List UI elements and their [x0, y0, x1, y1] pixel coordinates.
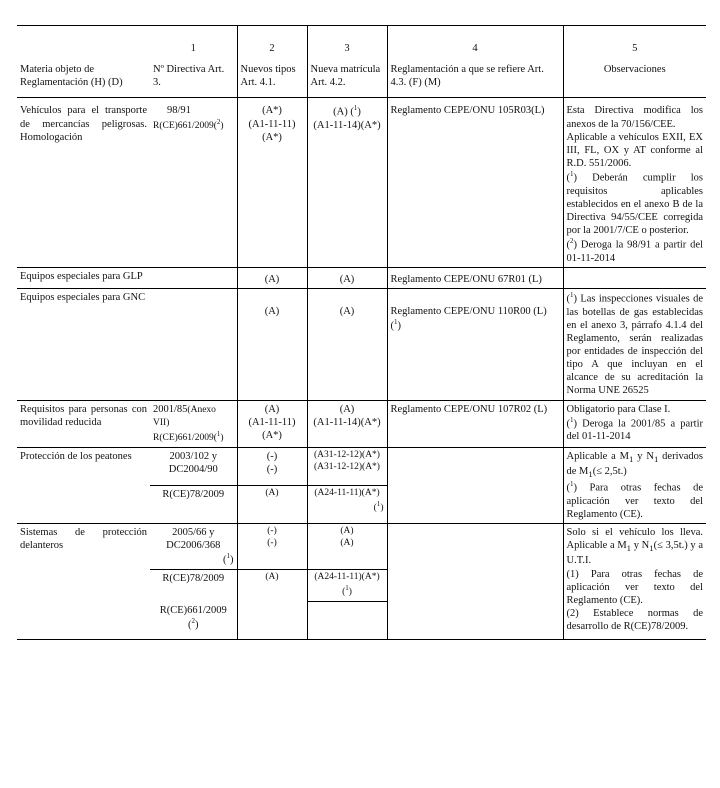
materia-cell: Sistemas de protección delanteros: [20, 527, 147, 552]
materia-cell: Vehículos para el transporte de mercancías peligrosas. Homologación: [20, 105, 147, 143]
nueva-matricula-cell: [307, 400, 387, 448]
nueva-matricula-cell: (A): [307, 267, 387, 288]
nm-line: (A): [340, 526, 354, 537]
obs-line: Aplicable a vehículos EXII, EX III, FL, OX y AT conforme al R.D. 551/2006.: [566, 131, 703, 169]
directiva-cell: [150, 602, 237, 640]
nt-line: (A*): [262, 105, 282, 117]
header-nuevos-tipos: Nuevos tipos Art. 4.1.: [237, 61, 307, 98]
reglamentacion-cell: [387, 524, 563, 640]
table-row-gnc: [17, 289, 706, 401]
nuevos-tipos-cell: [237, 400, 307, 448]
directiva-line: 98/91: [167, 105, 191, 117]
regulation-table: [17, 25, 706, 640]
obs-line: Esta Directiva modifica los anexos de la 70/156/CEE.: [566, 105, 703, 130]
col-number-2: 2: [237, 26, 307, 62]
nm-line: (A31-12-12)(A*): [314, 462, 380, 473]
nuevos-tipos-cell: [237, 98, 307, 268]
observaciones-cell: [563, 524, 706, 640]
observaciones-cell: ($^1$) Las inspecciones visuales de las botellas de gas establecidas en el anexo 3, párrafo 4.1.4 del Reglamento, serán realizadas por entidades de inspección del tipo A que incluyan en el alcance de su acreditación la Norma UNE 26525: [563, 289, 706, 401]
nm-line: (A1-11-14)(A*): [313, 120, 381, 131]
table-row-peatones: [17, 448, 706, 486]
directiva-line: 2001/85(Anexo VII): [153, 403, 216, 429]
obs-line: Solo si el vehículo los lleva. Aplicable a $M_1$ y $N_1(\le 3,5t.)$ y a U.T.I.: [566, 527, 703, 567]
nuevos-tipos-cell: (A): [237, 570, 307, 602]
table-row-glp: [17, 267, 706, 288]
nt-line: (A1-11-11)(A*): [248, 416, 296, 441]
obs-footnote: (2) Establece normas de desarrollo de R(CE)78/2009.: [566, 607, 703, 632]
obs-footnote: ($^1$) Deroga la 2001/85 a partir del 01-11-2014: [566, 415, 703, 443]
observaciones-cell: [563, 400, 706, 448]
header-reglamentacion: Reglamentación a que se refiere Art. 4.3. (F) (M): [387, 61, 563, 98]
directiva-cell: [150, 289, 237, 401]
col-number-4: 4: [387, 26, 563, 62]
header-nueva-matricula: Nueva matrícula Art. 4.2.: [307, 61, 387, 98]
obs-line: Aplicable a $M_1$ y $N_1$ derivados de $M_1(\le 2,5t.)$: [566, 451, 704, 480]
col-number-5: 5: [563, 26, 706, 62]
directiva-line: R(CE)661/2009: [159, 604, 227, 616]
nm-line: (A) ($^1$): [333, 104, 361, 118]
obs-footnote: ($^1$) Para otras fechas de aplicación ver texto del Reglamento (CE).: [566, 480, 703, 521]
reglamentacion-cell: Reglamento CEPE/ONU 107R02 (L): [387, 400, 563, 448]
directiva-cell: R(CE)78/2009: [150, 485, 237, 523]
directiva-line: 2003/102 y: [169, 451, 218, 463]
directiva-cell: [150, 98, 237, 268]
nueva-matricula-cell: [307, 570, 387, 602]
nm-line: (A): [340, 538, 354, 549]
nueva-matricula-cell: [307, 524, 387, 570]
nm-line: (A24-11-11)(A*): [314, 487, 380, 498]
obs-footnote: ($^1$) Deberán cumplir los requisitos aplicables establecidos en el anexo B de la Directiva 94/55/CEE corregida por la 2001/7/CE o posterior.: [566, 170, 703, 236]
directiva-cell: [150, 448, 237, 486]
reglamentacion-cell: Reglamento CEPE/ONU 67R01 (L): [387, 267, 563, 288]
directiva-line: R(CE)661/2009($^1$): [153, 430, 224, 444]
directiva-line: 2005/66 y: [172, 527, 215, 539]
nueva-matricula-cell: (A): [307, 289, 387, 401]
nm-line: (A): [339, 403, 355, 415]
nm-line: (A24-11-11)(A*): [314, 572, 380, 583]
nueva-matricula-cell: [307, 485, 387, 523]
header-row: [17, 61, 706, 98]
col-number-1: 1: [190, 43, 196, 54]
header-observaciones: Observaciones: [563, 61, 706, 98]
directiva-cell: [150, 524, 237, 570]
directiva-cell: [150, 267, 237, 288]
directiva-line: DC2006/368: [166, 540, 221, 552]
nuevos-tipos-cell: [237, 602, 307, 640]
reglamentacion-cell: Reglamento CEPE/ONU 110R00 (L) ($^1$): [387, 289, 563, 401]
nm-line: ($^1$): [373, 499, 384, 513]
table-row-vehiculos: [17, 98, 706, 268]
header-materia: Materia objeto de Reglamentación (H) (D): [20, 64, 123, 89]
nueva-matricula-cell: [307, 98, 387, 268]
observaciones-cell: [563, 98, 706, 268]
reglamentacion-cell: [387, 448, 563, 524]
nuevos-tipos-cell: (A): [237, 485, 307, 523]
directiva-line: R(CE)661/2009($^2$): [153, 117, 224, 131]
nuevos-tipos-cell: [237, 448, 307, 486]
nt-line: (-): [266, 451, 278, 463]
materia-cell: Protección de los peatones: [20, 451, 132, 463]
nueva-matricula-cell: [307, 602, 387, 640]
col-number-3: 3: [307, 26, 387, 62]
nt-line: (-): [266, 464, 278, 476]
column-number-row: [17, 26, 706, 62]
materia-cell: Equipos especiales para GNC: [20, 292, 146, 303]
header-directiva: Nº Directiva Art. 3.: [153, 64, 225, 89]
nm-line: ($^1$): [342, 583, 352, 598]
observaciones-cell: [563, 448, 706, 524]
directiva-line: ($^1$): [223, 552, 234, 566]
reglamentacion-cell: Reglamento CEPE/ONU 105R03(L): [387, 98, 563, 268]
directiva-cell: R(CE)78/2009: [150, 570, 237, 602]
observaciones-cell: [563, 267, 706, 288]
nuevos-tipos-cell: (A): [237, 267, 307, 288]
directiva-cell: [150, 400, 237, 448]
table-row-movilidad: [17, 400, 706, 448]
table-row-delanteros: [17, 524, 706, 570]
obs-footnote: (1) Para otras fechas de aplicación ver texto del Reglamento (CE).: [566, 568, 703, 606]
materia-cell: Requisitos para personas con movilidad reducida: [20, 403, 147, 428]
obs-footnote: ($^2$) Deroga la 98/91 a partir del 01-11-2014: [566, 237, 703, 264]
directiva-line: ($^2$): [188, 616, 199, 631]
nuevos-tipos-cell: (A): [237, 289, 307, 401]
obs-line: Obligatorio para Clase I.: [566, 403, 671, 415]
nt-line: (-): [267, 526, 277, 537]
nueva-matricula-cell: [307, 448, 387, 486]
nt-line: (A1-11-11)(A*): [248, 118, 296, 143]
materia-cell: Equipos especiales para GLP: [20, 270, 143, 282]
nuevos-tipos-cell: [237, 524, 307, 570]
nm-line: (A1-11-14)(A*): [313, 416, 381, 428]
nm-line: (A31-12-12)(A*): [314, 450, 380, 461]
directiva-line: DC2004/90: [168, 464, 218, 476]
nt-line: (-): [267, 538, 277, 549]
nt-line: (A): [264, 403, 280, 415]
